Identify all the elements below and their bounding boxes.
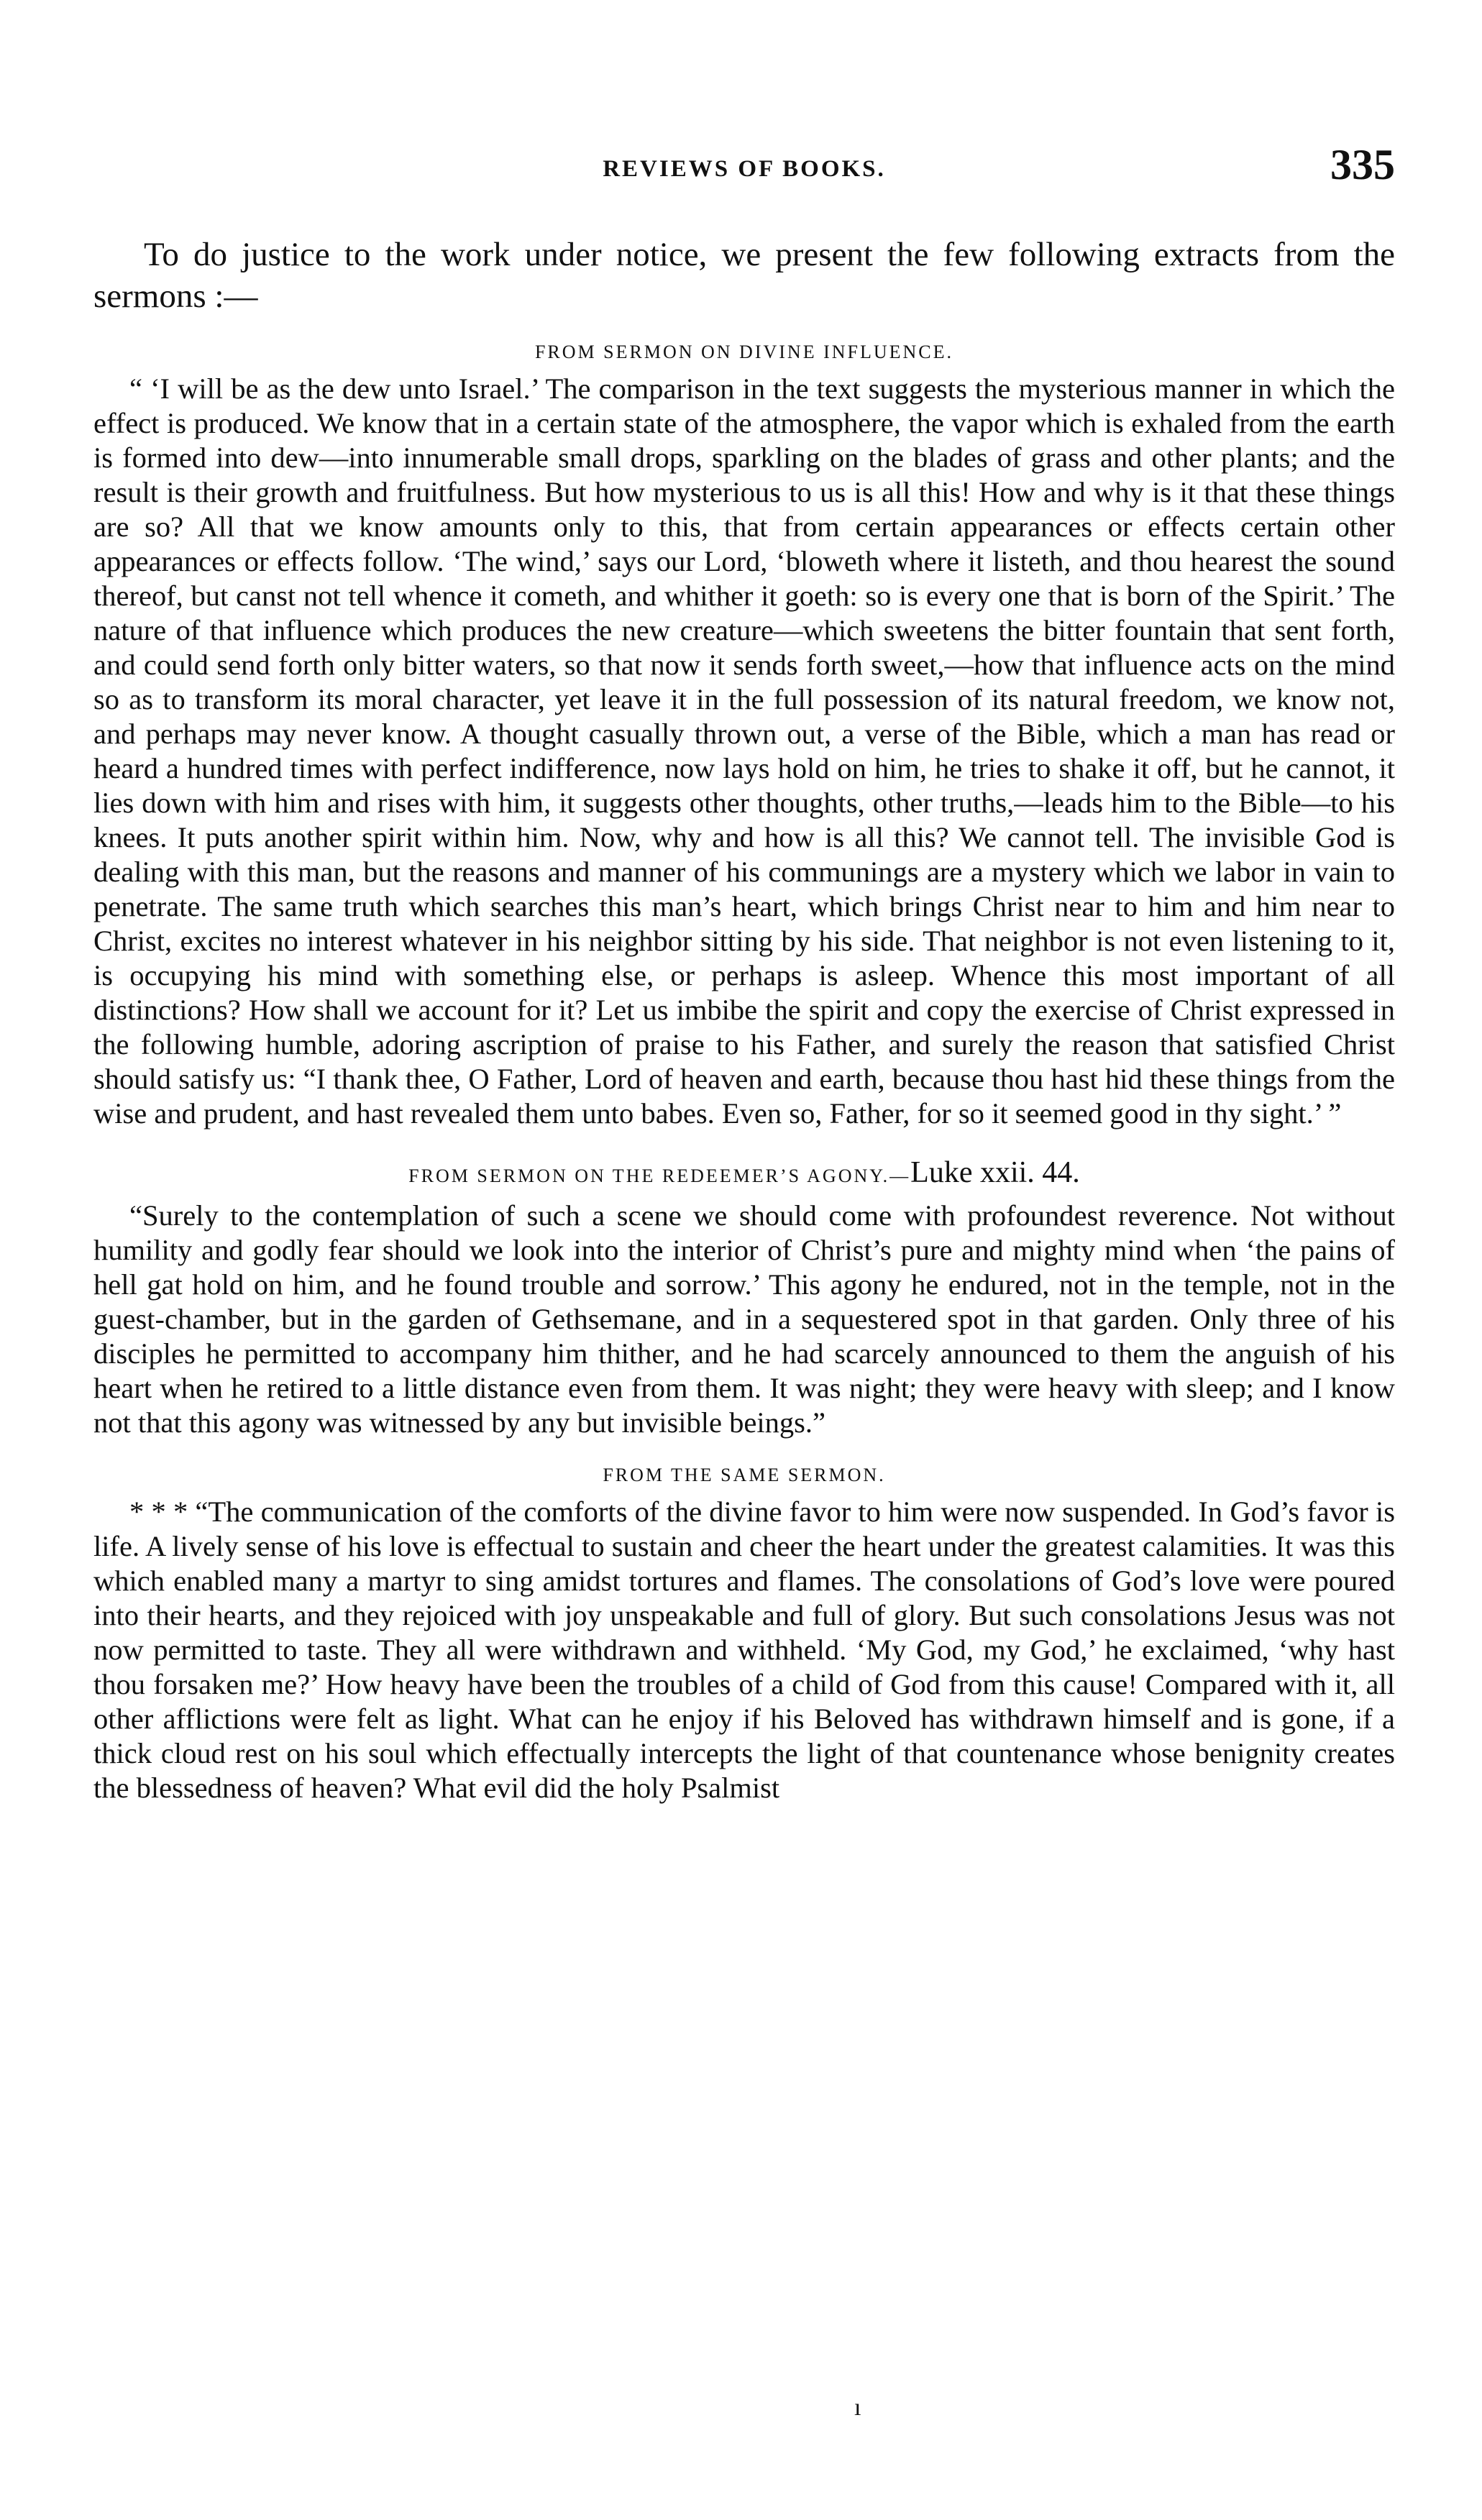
section-heading-text: FROM SERMON ON DIVINE INFLUENCE. <box>534 342 954 362</box>
section-heading-same-sermon <box>93 1465 1395 1486</box>
section-heading-text: FROM THE SAME SERMON. <box>603 1465 886 1485</box>
page-content <box>93 140 1395 1805</box>
section-heading-divine-influence <box>93 342 1395 363</box>
extract-same-sermon: * * * “The communication of the comforts of the divine favor to him were now suspended. In God’s favor is life. A lively sense of his love is effectual to sustain and cheer the heart under the greatest calamities. It was this which enabled many a martyr to sing amidst tortures and flames. The consolations of God’s love were poured into their hearts, and they rejoiced with joy unspeakable and full of glory. But such consolations Jesus was not now permitted to taste. They all were withdrawn and withheld. ‘My God, my God,’ he exclaimed, ‘why hast thou forsaken me?’ How heavy have been the troubles of a child of God from this cause! Compared with it, all other afflictions were felt as light. What can he enjoy if his Beloved has withdrawn himself and is gone, if a thick cloud rest on his soul which effectually intercepts the light of that countenance whose benignity creates the blessedness of heaven? What evil did the holy Psalmist <box>93 1495 1395 1804</box>
extract-divine-influence: “ ‘I will be as the dew unto Israel.’ The comparison in the text suggests the mysterious manner in which the effect is produced. We know that in a certain state of the atmosphere, the vapor which is exhaled from the earth is formed into dew—into innumerable small drops, sparkling on the blades of grass and other plants; and the result is their growth and fruitfulness. But how mysterious to us is all this! How and why is it that these things are so? All that we know amounts only to this, that from certain appearances or effects certain other appearances or effects follow. ‘The wind,’ says our Lord, ‘bloweth where it listeth, and thou hearest the sound thereof, but canst not tell whence it cometh, and whither it goeth: so is every one that is born of the Spirit.’ The nature of that influence which produces the new creature—which sweetens the bitter fountain that sent forth, and could send forth only bitter waters, so that now it sends forth sweet,—how that influence acts on the mind so as to transform its moral character, yet leave it in the full possession of its natural freedom, we know not, and perhaps may never know. A thought casually thrown out, a verse of the Bible, which a man has read or heard a hundred times with perfect indifference, now lays hold on him, he tries to shake it off, but he cannot, it lies down with him and rises with him, it suggests other thoughts, other truths,—leads him to the Bible—to his knees. It puts another spirit within him. Now, why and how is all this? We cannot tell. The invisible God is dealing with this man, but the reasons and manner of his communings are a mystery which we labor in vain to penetrate. The same truth which searches this man’s heart, which brings Christ near to him and him near to Christ, excites no interest whatever in his neighbor sitting by his side. That neighbor is not even listening to it, is occupying his mind with something else, or perhaps is asleep. Whence this most important of all distinctions? How shall we account for it? Let us imbibe the spirit and copy the exercise of Christ expressed in the following humble, adoring ascription of praise to his Father, and surely the reason that satisfied Christ should satisfy us: “I thank thee, O Father, Lord of heaven and earth, because thou hast hid these things from the wise and prudent, and hast revealed them unto babes. Even so, Father, for so it seemed good in thy sight.’ ” <box>93 372 1395 1130</box>
section-heading-text: FROM SERMON ON THE REDEEMER’S AGONY.— <box>408 1165 911 1186</box>
scripture-reference: Luke xxii. 44. <box>910 1156 1080 1189</box>
extract-redeemers-agony: “Surely to the contemplation of such a scene we should come with profoundest reverence. Not without humility and godly fear should we look into the interior of Christ’s pure and mighty mind when ‘the pains of hell gat hold on him, and he found trouble and sorrow.’ This agony he endured, not in the temple, not in the guest-chamber, but in the garden of Gethsemane, and in a sequestered spot in that garden. Only three of his disciples he permitted to accompany him thither, and he had scarcely announced to them the anguish of his heart when he retired to a little distance even from them. It was night; they were heavy with sleep; and I know not that this agony was witnessed by any but invisible beings.” <box>93 1199 1395 1439</box>
page-number: 335 <box>1330 141 1395 188</box>
intro-paragraph: To do justice to the work under notice, we present the few following extracts from the sermons :— <box>93 236 1395 315</box>
running-head <box>93 140 1395 191</box>
printer-mark: ı <box>854 2394 861 2421</box>
running-title: REVIEWS OF BOOKS. <box>603 156 886 182</box>
section-heading-redeemers-agony <box>93 1155 1395 1190</box>
